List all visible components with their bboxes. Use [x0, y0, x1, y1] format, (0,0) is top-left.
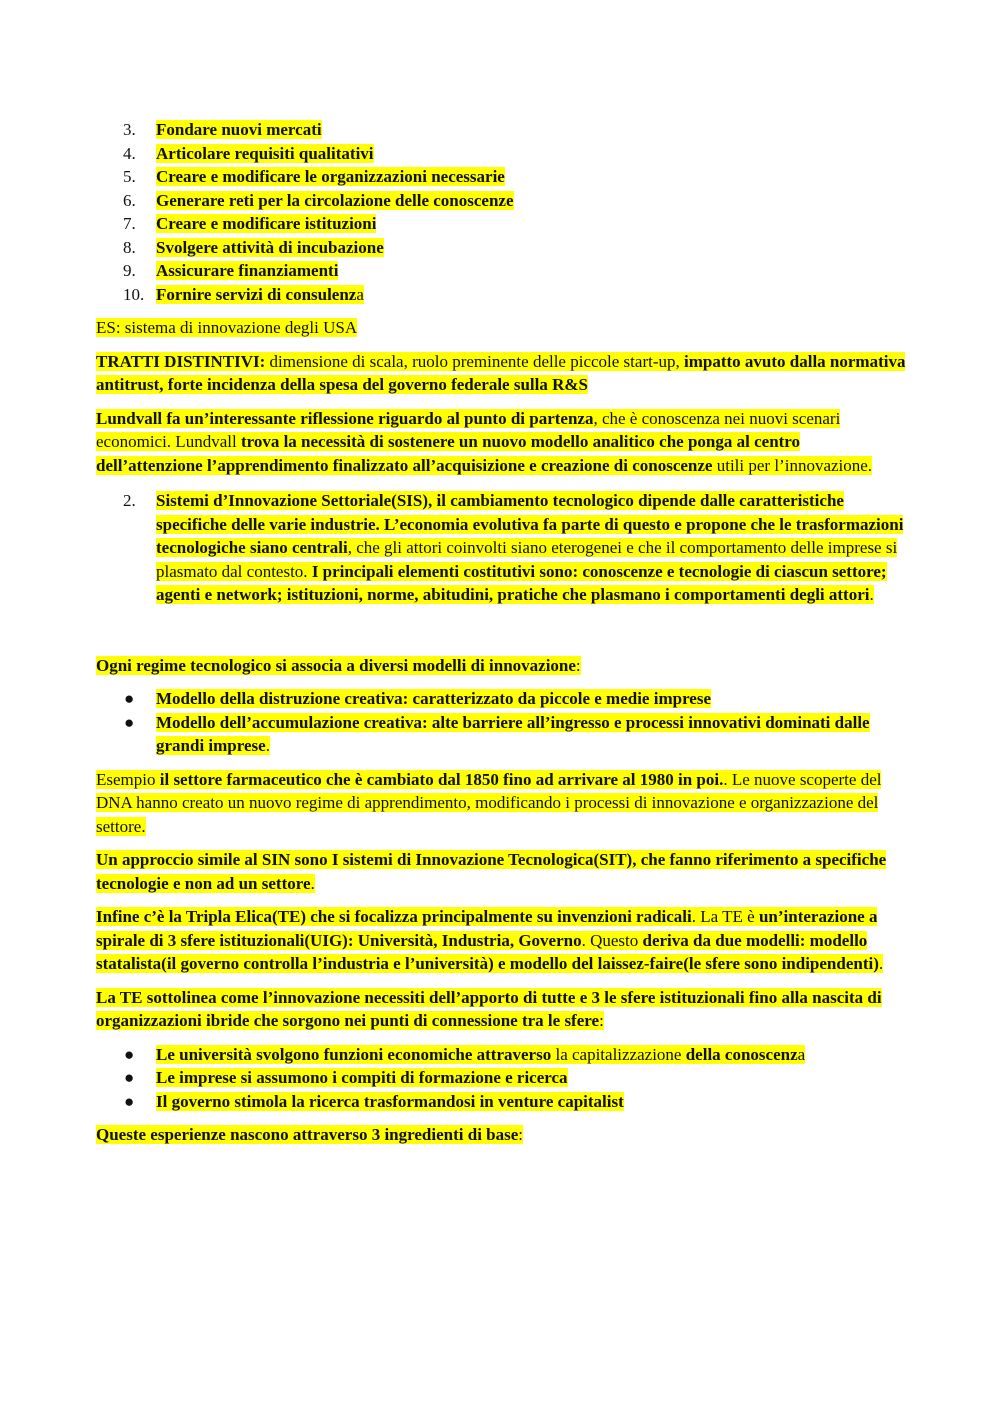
list-item [96, 1090, 908, 1114]
list-text: Assicurare finanziamenti [156, 261, 339, 280]
te-paragraph [96, 986, 908, 1033]
regime-paragraph [96, 654, 908, 678]
tripla-bold-1: Infine c’è la Tripla Elica(TE) che si focalizza principalmente su invenzioni radicali [96, 907, 692, 926]
tratti-bold: impatto avuto dalla normativa antitrust, forte incidenza della spesa del governo federale sulla R&S [96, 351, 906, 394]
tripla-bold-3: deriva da due modelli: modello statalista(il governo controlla l’industria e l’università) e modello del laissez-faire(le sfere sono indipendenti) [96, 930, 879, 973]
list-item [96, 165, 908, 189]
sfera-bold-2: della conoscenz [685, 1044, 798, 1064]
sis-plain-1: , che gli attori coinvolti siano eterogenei e che il comportamento delle imprese si plasmato dal contesto. [156, 538, 898, 581]
ingredienti-bold: Queste esperienze nascono attraverso 3 ingredienti di base [96, 1125, 519, 1144]
list-number: 2. [123, 491, 136, 510]
es-text: ES: sistema di innovazione degli USA [96, 318, 358, 337]
bullet-icon: ● [124, 1068, 135, 1087]
list-number: 8. [123, 237, 136, 257]
sis-bold-1: Sistemi d’Innovazione Settoriale(SIS), il cambiamento tecnologico dipende dalle caratteristiche specifiche delle varie industrie. L’economia evolutiva fa parte di questo e propone che le trasformazioni tecnologiche siano centrali [156, 491, 904, 557]
tratti-plain: dimensione di scala, ruolo preminente delle piccole start-up, [265, 351, 684, 371]
list-item [96, 236, 908, 260]
lundvall-bold-1: Lundvall fa un’interessante riflessione riguardo al punto di partenza [96, 408, 594, 428]
list-item [96, 189, 908, 213]
list-text-tail: a [356, 284, 364, 304]
esempio-plain-1: Esempio [96, 769, 160, 789]
list-item [96, 142, 908, 166]
list-number: 10. [123, 284, 145, 304]
list-item [96, 118, 908, 142]
regime-bold: Ogni regime tecnologico si associa a diversi modelli di innovazione [96, 655, 576, 675]
modelli-list [96, 687, 908, 758]
tripla-bold-2: un’interazione a spirale di 3 sfere istituzionali(UIG): Università, Industria, Governo [96, 907, 878, 950]
list-text: Fornire servizi di consulenz [156, 284, 357, 304]
list-item [96, 1066, 908, 1090]
sis-list-item [96, 489, 908, 607]
list-number: 5. [123, 167, 136, 186]
document-page [96, 118, 908, 1147]
te-bold: La TE sottolinea come l’innovazione necessiti dell’apporto di tutte e 3 le sfere istituzionali fino alla nascita di organizzazioni ibride che sorgono nei punti di connessione tra le sfere [96, 987, 882, 1030]
lundvall-paragraph [96, 407, 908, 478]
ingredienti-tail: : [518, 1125, 524, 1144]
bullet-icon: ● [124, 1091, 135, 1111]
sis-plain-2: . [869, 585, 874, 604]
tripla-plain-2: . Questo [581, 930, 643, 950]
list-text: Articolare requisiti qualitativi [156, 143, 374, 163]
bullet-icon: ● [124, 1044, 135, 1064]
list-item [96, 711, 908, 758]
bullet-icon: ● [124, 712, 135, 732]
tripla-paragraph [96, 905, 908, 976]
regime-tail: : [575, 655, 581, 675]
esempio-bold: il settore farmaceutico che è cambiato dal 1850 fino ad arrivare al 1980 in poi. [159, 769, 724, 789]
sfera-plain-1: la capitalizzazione [551, 1044, 686, 1064]
list-item [96, 687, 908, 711]
sfera-bold-1: Il governo stimola la ricerca trasformandosi in venture capitalist [156, 1091, 624, 1111]
sfere-list [96, 1043, 908, 1114]
lundvall-bold-2: trova la necessità di sostenere un nuovo modello analitico che ponga al centro dell’attenzione l’apprendimento finalizzato all’acquisizione e creazione di conoscenze [96, 432, 801, 475]
list-item [96, 1043, 908, 1067]
list-item [96, 259, 908, 283]
ingredienti-paragraph [96, 1123, 908, 1147]
modello-tail: . [265, 736, 270, 755]
list-item [96, 283, 908, 307]
te-tail: : [599, 1011, 604, 1030]
modello-text: Modello dell’accumulazione creativa: alte barriere all’ingresso e processi innovativi dominati dalle grandi imprese [156, 712, 870, 755]
list-text: Creare e modificare istituzioni [156, 214, 377, 233]
list-number: 3. [123, 120, 136, 139]
tripla-plain-1: . La TE è [691, 907, 759, 926]
list-number: 9. [123, 261, 136, 280]
lundvall-plain-1: , che è conoscenza nei nuovi scenari economici. Lundvall [96, 408, 841, 451]
list-text: Fondare nuovi mercati [156, 120, 322, 139]
bullet-icon: ● [124, 689, 135, 708]
sit-tail: . [310, 873, 315, 893]
sfera-plain-2: a [797, 1044, 806, 1064]
numbered-list [96, 118, 908, 306]
list-text: Creare e modificare le organizzazioni necessarie [156, 167, 505, 186]
list-number: 6. [123, 190, 136, 210]
sis-bold-2: I principali elementi costitutivi sono: conoscenze e tecnologie di ciascun settore; agenti e network; istituzioni, norme, abitudini, pratiche che plasmano i comportamenti degli attori [156, 561, 887, 604]
tripla-plain-3: . [878, 954, 884, 973]
es-paragraph [96, 316, 908, 340]
list-number: 4. [123, 143, 136, 163]
list-text: Svolgere attività di incubazione [156, 237, 384, 257]
tratti-paragraph [96, 350, 908, 397]
sfera-bold-1: Le università svolgono funzioni economiche attraverso [156, 1044, 552, 1064]
list-number: 7. [123, 214, 136, 233]
sfera-bold-1: Le imprese si assumono i compiti di formazione e ricerca [156, 1068, 568, 1087]
tratti-label: TRATTI DISTINTIVI: [96, 351, 266, 371]
esempio-plain-2: . Le nuove scoperte del DNA hanno creato un nuovo regime di apprendimento, modificando i processi di innovazione e organizzazione del settore. [96, 769, 882, 836]
sit-paragraph [96, 848, 908, 895]
modello-text: Modello della distruzione creativa: caratterizzato da piccole e medie imprese [156, 689, 712, 708]
list-text: Generare reti per la circolazione delle conoscenze [156, 190, 514, 210]
sit-bold: Un approccio simile al SIN sono I sistemi di Innovazione Tecnologica(SIT), che fanno riferimento a specifiche tecnologie e non ad un settore [96, 850, 887, 893]
lundvall-plain-2: utili per l’innovazione. [712, 455, 873, 475]
list-item [96, 212, 908, 236]
esempio-paragraph [96, 768, 908, 839]
